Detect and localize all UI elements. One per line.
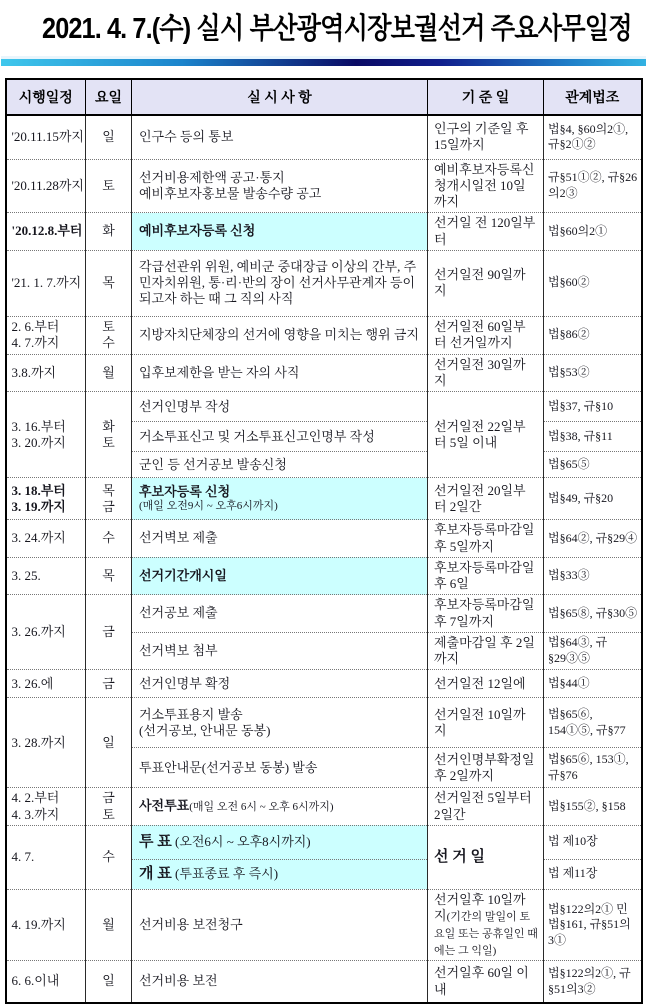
- item-note: (오전6시 ~ 오후8시까지): [174, 833, 311, 849]
- date-line: 3. 19.까지: [11, 498, 66, 514]
- table-row: [6, 698, 642, 748]
- table-row: [6, 889, 642, 961]
- cell-law: 법§37, 규§10: [544, 392, 642, 422]
- table-row: [6, 825, 642, 859]
- cell-day: 목: [86, 557, 132, 595]
- cell-law: 법 제10장: [544, 825, 642, 859]
- date-line: 3. 16.부터: [11, 418, 66, 434]
- cell-date: 4. 19.까지: [6, 889, 86, 961]
- day-line: 토: [102, 806, 115, 822]
- cell-basis: 인구의 기준일 후 15일까지: [428, 115, 544, 159]
- cell-date: 3. 26.까지: [6, 595, 86, 670]
- cell-basis: 선거인명부확정일 후 2일까지: [428, 748, 544, 788]
- table-row: [6, 557, 642, 595]
- cell-day: 월: [86, 354, 132, 392]
- cell-law: 법§49, 규§20: [544, 478, 642, 520]
- cell-basis: 후보자등록마감일 후 7일까지: [428, 595, 544, 633]
- cell-item: 선거인명부 작성: [132, 392, 428, 422]
- cell-law: 법§60②: [544, 250, 642, 316]
- cell-basis: 선거일전 30일까지: [428, 354, 544, 392]
- date-line: 4. 2.부터: [11, 790, 60, 806]
- cell-item: [132, 159, 428, 213]
- cell-law: 법§122의2①, 규§51의3②: [544, 961, 642, 1003]
- cell-item: 각급선관위 위원, 예비군 중대장급 이상의 간부, 주민자치위원, 통·리·반의 장이 선거사무관계자 등이 되고자 하는 때 그 직의 사직: [132, 250, 428, 316]
- cell-law: 법§60의2①: [544, 213, 642, 251]
- table-row: [6, 478, 642, 520]
- item-title: 사전투표: [139, 798, 190, 814]
- date-line: 4. 3.까지: [11, 806, 60, 822]
- table-row: [6, 392, 642, 422]
- cell-law: 법§64③, 규§29③⑤: [544, 632, 642, 670]
- cell-date: 3.8.까지: [6, 354, 86, 392]
- item-title: 투 표: [139, 833, 172, 850]
- schedule-table: [5, 78, 643, 1004]
- cell-basis: 선거일전 22일부터 5일 이내: [428, 392, 544, 478]
- item-note: (선거공보, 안내문 동봉): [139, 722, 271, 738]
- cell-basis: 선거일전 12일에: [428, 670, 544, 698]
- cell-law: 법§44①: [544, 670, 642, 698]
- cell-law: 법§65⑥, 153①, 규§76: [544, 748, 642, 788]
- cell-basis: 선 거 일: [428, 825, 544, 889]
- cell-date: 3. 26.에: [6, 670, 86, 698]
- col-header-date: 시행일정: [6, 79, 86, 115]
- cell-basis: 선거일전 10일까지: [428, 698, 544, 748]
- item-note: (투표종료 후 즉시): [174, 865, 279, 881]
- basis-note: (기간의 말일이 토요일 또는 공휴일인 때에는 그 익일): [434, 911, 538, 957]
- cell-day: [86, 478, 132, 520]
- cell-day: 금: [86, 670, 132, 698]
- cell-day: 목: [86, 250, 132, 316]
- table-row: [6, 115, 642, 159]
- cell-basis: 선거일전 90일까지: [428, 250, 544, 316]
- cell-item: 선거벽보 제출: [132, 520, 428, 558]
- cell-day: [86, 392, 132, 478]
- cell-law: 법 제11장: [544, 859, 642, 889]
- item-line: 거소투표용지 발송: [139, 706, 243, 722]
- cell-date: 3. 24.까지: [6, 520, 86, 558]
- table-row: [6, 788, 642, 826]
- title-divider-bar: [1, 56, 646, 66]
- cell-basis: [428, 889, 544, 961]
- cell-date: [6, 478, 86, 520]
- cell-day: 일: [86, 698, 132, 788]
- cell-law: 법§86②: [544, 316, 642, 354]
- cell-date: [6, 316, 86, 354]
- day-line: 수: [102, 335, 115, 351]
- date-line: 3. 20.까지: [11, 434, 66, 450]
- cell-day: 토: [86, 159, 132, 213]
- cell-item: 선거인명부 확정: [132, 670, 428, 698]
- table-row: [6, 595, 642, 633]
- cell-item: 선거비용 보전청구: [132, 889, 428, 961]
- cell-basis: 선거일전 5일부터 2일간: [428, 788, 544, 826]
- col-header-basis: 기 준 일: [428, 79, 544, 115]
- date-line: 4. 7.까지: [11, 335, 60, 351]
- cell-item: 투표안내문(선거공보 동봉) 발송: [132, 748, 428, 788]
- cell-law: 법§53②: [544, 354, 642, 392]
- cell-item-highlighted: 예비후보자등록 신청: [132, 213, 428, 251]
- cell-basis: 선거일전 60일부터 선거일까지: [428, 316, 544, 354]
- cell-item-highlighted: [132, 478, 428, 520]
- cell-item: 인구수 등의 통보: [132, 115, 428, 159]
- day-line: 화: [102, 418, 115, 434]
- cell-law: 법§4, §60의2①, 규§2①②: [544, 115, 642, 159]
- cell-item: [132, 788, 428, 826]
- cell-law: 법§65⑧, 규§30⑤: [544, 595, 642, 633]
- cell-date: '20.12.8.부터: [6, 213, 86, 251]
- cell-basis: 예비후보자등록신청개시일전 10일까지: [428, 159, 544, 213]
- cell-day: 일: [86, 115, 132, 159]
- cell-date: 4. 7.: [6, 825, 86, 889]
- cell-item-highlighted: [132, 859, 428, 889]
- cell-basis: 후보자등록마감일 후 6일: [428, 557, 544, 595]
- table-row: [6, 961, 642, 1003]
- day-line: 토: [102, 434, 115, 450]
- cell-date: [6, 392, 86, 478]
- page-title: 2021. 4. 7.(수) 실시 부산광역시장보궐선거 주요사무일정: [42, 13, 632, 45]
- day-line: 금: [102, 498, 115, 514]
- cell-date: 3. 25.: [6, 557, 86, 595]
- cell-date: '20.11.15까지: [6, 115, 86, 159]
- cell-item: 선거공보 제출: [132, 595, 428, 633]
- cell-law: 법§65⑤: [544, 452, 642, 478]
- cell-item: 지방자치단체장의 선거에 영향을 미치는 행위 금지: [132, 316, 428, 354]
- date-line: 2. 6.부터: [11, 319, 60, 334]
- cell-basis: 선거일 전 120일부터: [428, 213, 544, 251]
- cell-item: 거소투표신고 및 거소투표신고인명부 작성: [132, 422, 428, 452]
- cell-date: '20.11.28까지: [6, 159, 86, 213]
- table-row: [6, 316, 642, 354]
- cell-item: 군인 등 선거공보 발송신청: [132, 452, 428, 478]
- table-row: [6, 213, 642, 251]
- item-title: 후보자등록 신청: [139, 483, 231, 499]
- cell-day: 일: [86, 961, 132, 1003]
- day-line: 금: [102, 790, 115, 806]
- cell-basis: 제출마감일 후 2일까지: [428, 632, 544, 670]
- cell-basis: 선거일후 60일 이내: [428, 961, 544, 1003]
- col-header-day: 요일: [86, 79, 132, 115]
- item-line: 예비후보자홍보물 발송수량 공고: [139, 185, 322, 201]
- day-line: 토: [102, 319, 115, 334]
- cell-day: [86, 788, 132, 826]
- cell-item-highlighted: [132, 825, 428, 859]
- table-row: [6, 159, 642, 213]
- cell-law: 법§33③: [544, 557, 642, 595]
- cell-law: 법§155②, §158: [544, 788, 642, 826]
- cell-date: 6. 6.이내: [6, 961, 86, 1003]
- col-header-item: 실 시 사 항: [132, 79, 428, 115]
- table-row: [6, 520, 642, 558]
- page: [0, 6, 647, 1004]
- cell-day: 화: [86, 213, 132, 251]
- cell-day: 금: [86, 595, 132, 670]
- table-row: [6, 250, 642, 316]
- cell-law: 법§64②, 규§29④: [544, 520, 642, 558]
- date-line: 3. 18.부터: [11, 482, 66, 498]
- item-line: 선거비용제한액 공고·통지: [139, 169, 285, 185]
- basis-main: 선거일후 10일까지: [434, 891, 526, 923]
- item-note: (매일 오전9시 ~ 오후6시까지): [139, 500, 278, 512]
- table-row: [6, 670, 642, 698]
- cell-item: 선거비용 보전: [132, 961, 428, 1003]
- day-line: 목: [102, 482, 115, 498]
- cell-item: 선거벽보 첨부: [132, 632, 428, 670]
- cell-item: [132, 698, 428, 748]
- table-row: [6, 354, 642, 392]
- cell-basis: 후보자등록마감일 후 5일까지: [428, 520, 544, 558]
- cell-date: 3. 28.까지: [6, 698, 86, 788]
- cell-law: 규§51①②, 규§26의2③: [544, 159, 642, 213]
- cell-item: 입후보제한을 받는 자의 사직: [132, 354, 428, 392]
- item-note: (매일 오전 6시 ~ 오후 6시까지): [189, 801, 334, 814]
- cell-law: 법§122의2① 민법§161, 규§51의3①: [544, 889, 642, 961]
- cell-date: '21. 1. 7.까지: [6, 250, 86, 316]
- cell-law: 법§38, 규§11: [544, 422, 642, 452]
- cell-day: [86, 316, 132, 354]
- cell-day: 월: [86, 889, 132, 961]
- item-title: 개 표: [139, 865, 172, 882]
- header-row: [6, 79, 642, 115]
- cell-day: 수: [86, 520, 132, 558]
- cell-date: [6, 788, 86, 826]
- cell-basis: 선거일전 20일부터 2일간: [428, 478, 544, 520]
- cell-day: 수: [86, 825, 132, 889]
- cell-law: 법§65⑥, 154①⑤, 규§77: [544, 698, 642, 748]
- cell-item-highlighted: 선거기간개시일: [132, 557, 428, 595]
- col-header-law: 관계법조: [544, 79, 642, 115]
